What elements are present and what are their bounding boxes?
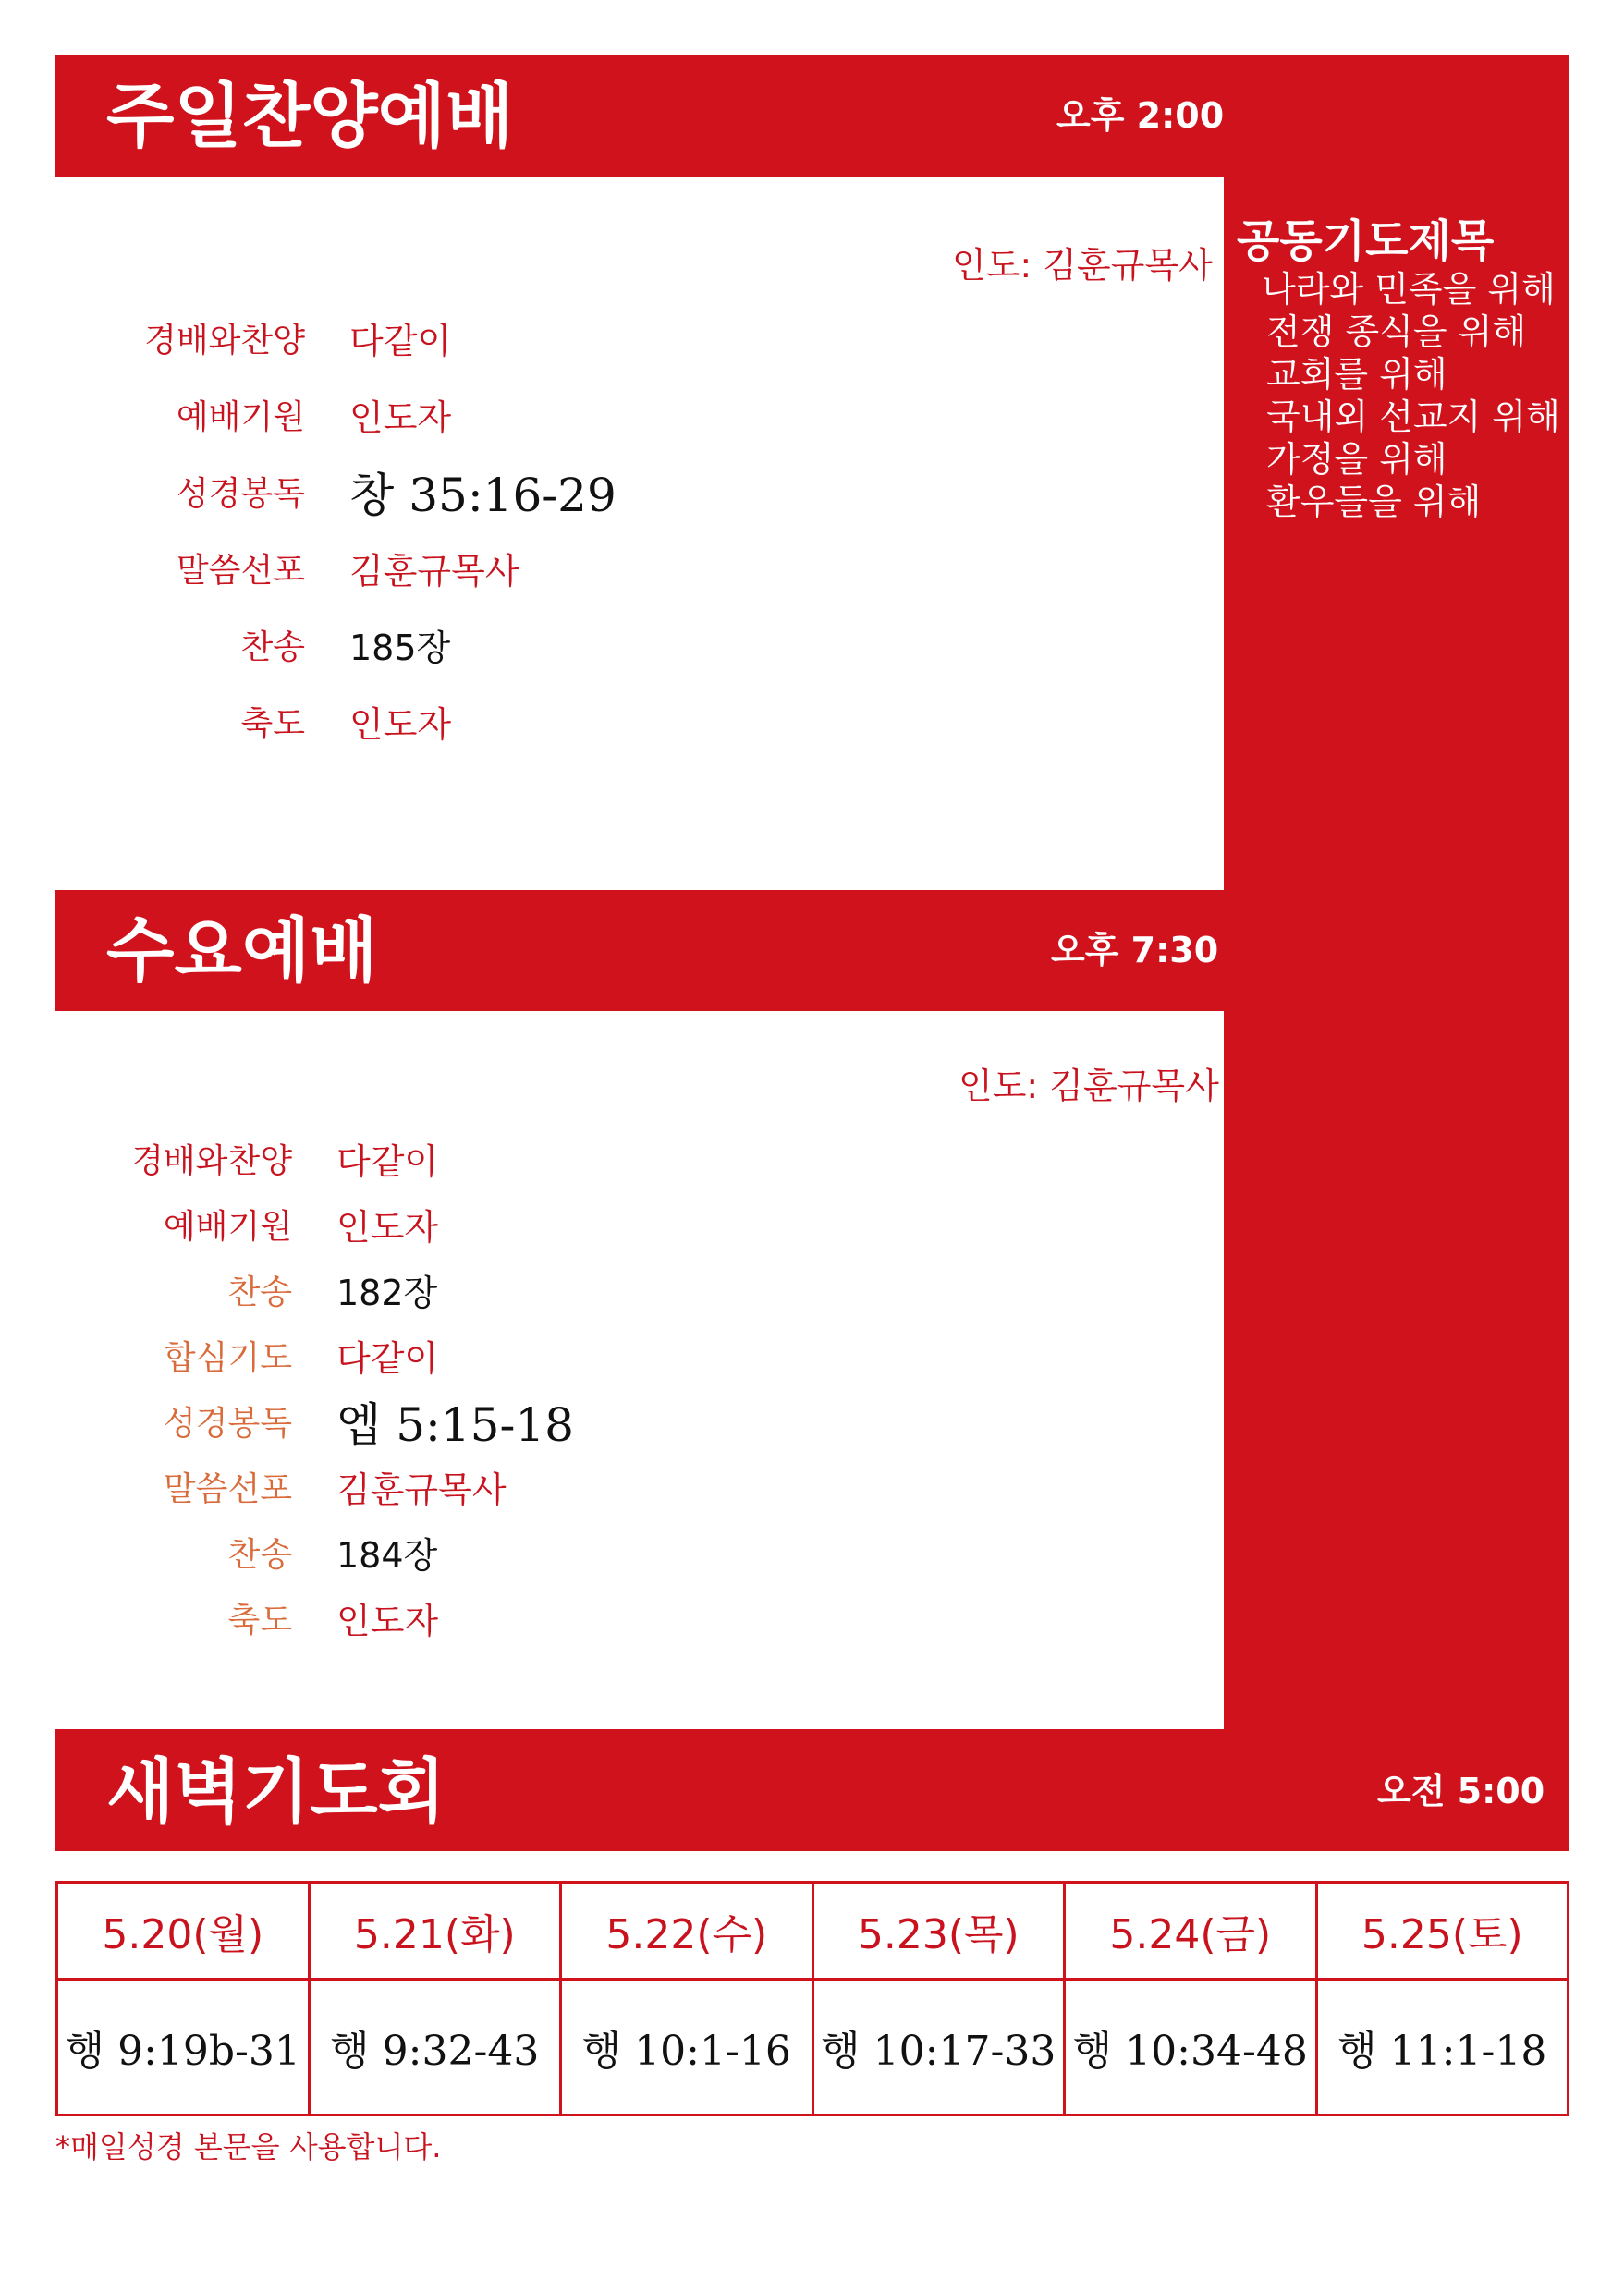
date-cell: 5.25(토): [1316, 1883, 1569, 1980]
order-value: 다같이: [349, 321, 452, 361]
dawn-schedule-table: [55, 1881, 1569, 2116]
order-label: 찬송: [240, 628, 305, 666]
prayer-item: 환우들을 위해: [1266, 482, 1482, 522]
wednesday-header: [55, 890, 1224, 1011]
prayer-item: 국내외 선교지 위해: [1266, 396, 1560, 437]
date-cell: 5.24(금): [1065, 1883, 1317, 1980]
scripture-cell: 행 10:1-16: [561, 1980, 813, 2115]
date-cell: 5.23(목): [812, 1883, 1065, 1980]
scripture-cell: 행 9:32-43: [309, 1980, 561, 2115]
scripture-value: 엡 5:15-18: [336, 1398, 574, 1452]
order-label: 합심기도: [163, 1339, 292, 1377]
date-cell: 5.22(수): [561, 1883, 813, 1980]
order-value: 다같이: [336, 1338, 439, 1379]
order-label: 말씀선포: [163, 1470, 292, 1508]
order-label: 경배와찬양: [131, 1142, 292, 1180]
order-value: 인도자: [349, 704, 452, 745]
sunday-leader: 인도: 김훈규목사: [952, 245, 1213, 286]
order-value: 다같이: [336, 1141, 439, 1182]
order-label: 예배기원: [163, 1208, 292, 1246]
order-value: 인도자: [336, 1207, 439, 1248]
sunday-time: 오후 2:00: [1056, 95, 1225, 136]
dawn-time: 오전 5:00: [1377, 1771, 1545, 1811]
order-label: 성경봉독: [163, 1405, 292, 1443]
prayer-item: 가정을 위해: [1266, 439, 1447, 480]
footnote: *매일성경 본문을 사용합니다.: [55, 2129, 442, 2164]
order-value: 인도자: [336, 1601, 439, 1641]
order-label: 축도: [240, 705, 305, 743]
order-label: 예배기원: [176, 398, 305, 436]
prayer-item: 교회를 위해: [1266, 354, 1447, 395]
order-value: 김훈규목사: [336, 1469, 507, 1510]
order-label: 성경봉독: [176, 475, 305, 513]
order-label: 찬송: [227, 1274, 292, 1311]
order-label: 말씀선포: [176, 552, 305, 590]
wednesday-time: 오후 7:30: [1051, 930, 1219, 970]
scripture-cell: 행 9:19b-31: [57, 1980, 310, 2115]
prayer-item: 전쟁 종식을 위해: [1266, 311, 1527, 352]
dawn-title: 새벽기도회: [106, 1750, 446, 1833]
prayer-item: 나라와 민족을 위해: [1262, 269, 1556, 310]
date-cell: 5.20(월): [57, 1883, 310, 1980]
order-value: 김훈규목사: [349, 551, 519, 591]
scripture-cell: 행 11:1-18: [1316, 1980, 1569, 2115]
wednesday-title: 수요예배: [106, 909, 378, 992]
date-row: [57, 1883, 1569, 1980]
sunday-title: 주일찬양예배: [106, 75, 514, 157]
order-label: 축도: [227, 1602, 292, 1640]
scripture-value: 창 35:16-29: [349, 469, 617, 522]
scripture-cell: 행 10:17-33: [812, 1980, 1065, 2115]
hymn-value: 182장: [336, 1273, 438, 1313]
prayer-title: 공동기도제목: [1237, 215, 1495, 267]
sunday-header: [55, 55, 1569, 177]
hymn-value: 185장: [349, 628, 451, 668]
hymn-value: 184장: [336, 1535, 438, 1576]
wednesday-leader: 인도: 김훈규목사: [959, 1066, 1219, 1106]
order-value: 인도자: [349, 397, 452, 438]
scripture-row: [57, 1980, 1569, 2115]
order-label: 경배와찬양: [144, 322, 305, 360]
scripture-cell: 행 10:34-48: [1065, 1980, 1317, 2115]
dawn-header: [55, 1729, 1569, 1851]
date-cell: 5.21(화): [309, 1883, 561, 1980]
order-label: 찬송: [227, 1536, 292, 1574]
